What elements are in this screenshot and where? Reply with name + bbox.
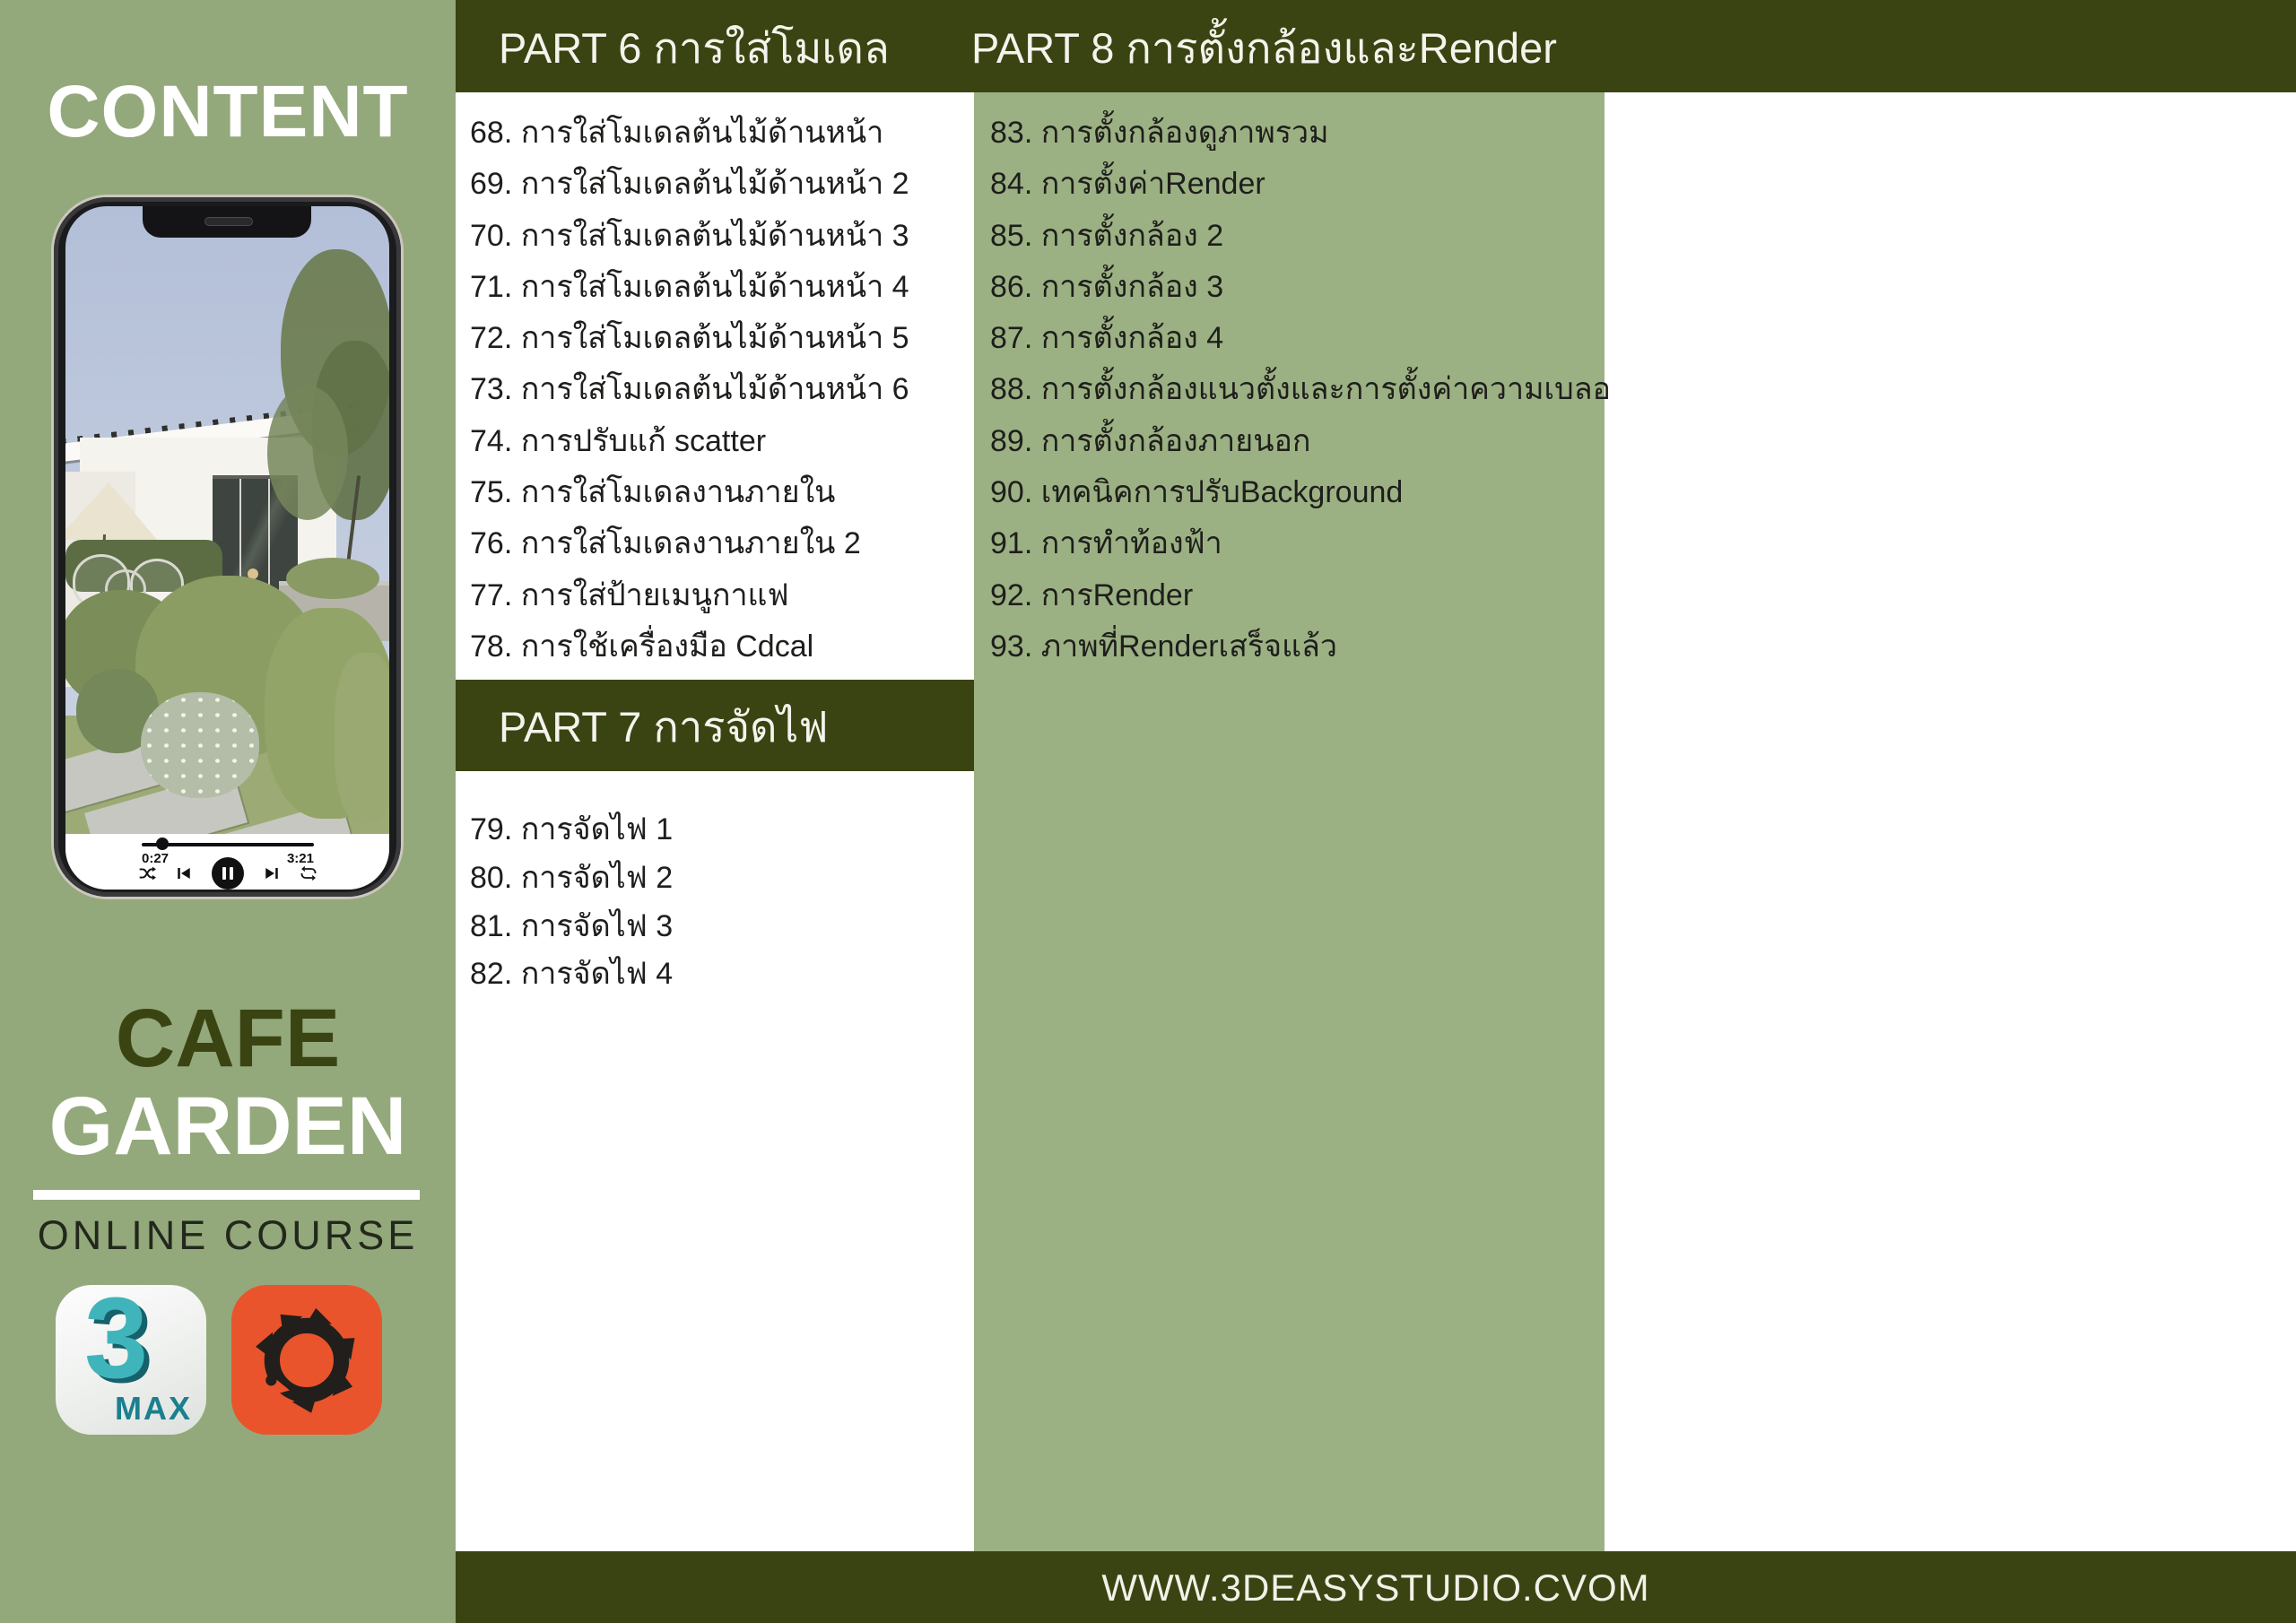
list-item: 84. การตั้งค่าRender: [990, 167, 1265, 202]
list-item: 90. เทคนิคการปรับBackground: [990, 475, 1404, 510]
3ds-max-label: MAX: [115, 1390, 192, 1427]
phone-mockup: [54, 197, 401, 897]
phone-speaker: [204, 217, 253, 226]
3ds-max-icon: [56, 1285, 206, 1435]
list-item: 68. การใส่โมเดลต้นไม้ด้านหน้า: [470, 116, 884, 150]
list-item: 82. การจัดไฟ 4: [470, 957, 674, 992]
progress-handle[interactable]: [156, 838, 169, 850]
phone-screen: [65, 206, 389, 890]
shuffle-button[interactable]: [138, 864, 156, 882]
part7-title: PART 7 การจัดไฟ: [499, 703, 829, 751]
list-item: 92. การRender: [990, 577, 1194, 612]
list-item: 76. การใส่โมเดลงานภายใน 2: [470, 526, 861, 561]
corona-flame-logo: [252, 1306, 361, 1415]
previous-button[interactable]: [175, 864, 193, 882]
website-url: WWW.3DEASYSTUDIO.CVOM: [1101, 1567, 1650, 1609]
tree-foliage: [267, 386, 348, 520]
planter-bush: [286, 558, 379, 599]
part8-list: [990, 108, 1611, 673]
list-item: 85. การตั้งกล้อง 2: [990, 218, 1224, 253]
phone-notch: [143, 206, 311, 238]
list-item: 75. การใส่โมเดลงานภายใน: [470, 475, 836, 510]
course-name-cafe: CAFE: [115, 993, 341, 1084]
list-item: 89. การตั้งกล้องภายนอก: [990, 423, 1311, 458]
list-item: 78. การใช้เครื่องมือ Cdcal: [470, 629, 814, 664]
list-item: 83. การตั้งกล้องดูภาพรวม: [990, 116, 1329, 150]
course-type-label: ONLINE COURSE: [37, 1212, 419, 1258]
course-name-garden: GARDEN: [48, 1081, 407, 1172]
list-item: 93. ภาพที่Renderเสร็จแล้ว: [990, 629, 1337, 664]
list-item: 72. การใส่โมเดลต้นไม้ด้านหน้า 5: [470, 321, 909, 356]
repeat-button[interactable]: [300, 864, 317, 882]
list-item: 74. การปรับแก้ scatter: [470, 423, 767, 458]
bush: [335, 653, 389, 823]
list-item: 86. การตั้งกล้อง 3: [990, 269, 1224, 304]
divider-line: [33, 1190, 420, 1200]
list-item: 87. การตั้งกล้อง 4: [990, 321, 1224, 356]
silver-bush: [141, 692, 259, 798]
part8-title: PART 8 การตั้งกล้องและRender: [971, 24, 1557, 72]
next-button[interactable]: [263, 864, 281, 882]
page-title: CONTENT: [47, 71, 409, 152]
media-player-bar: [65, 834, 389, 890]
corona-renderer-icon: [231, 1285, 382, 1435]
list-item: 69. การใส่โมเดลต้นไม้ด้านหน้า 2: [470, 167, 909, 202]
list-item: 70. การใส่โมเดลต้นไม้ด้านหน้า 3: [470, 218, 909, 253]
part6-title: PART 6 การใส่โมเดล: [499, 24, 890, 72]
software-icons-row: [56, 1285, 400, 1435]
list-item: 73. การใส่โมเดลต้นไม้ด้านหน้า 6: [470, 372, 909, 407]
elapsed-time: 0:27: [142, 851, 170, 866]
player-controls: [65, 857, 389, 890]
pause-button[interactable]: [212, 857, 244, 890]
list-item: 79. การจัดไฟ 1: [470, 812, 674, 846]
list-item: 91. การทำท้องฟ้า: [990, 526, 1222, 561]
list-item: 77. การใส่ป้ายเมนูกาแฟ: [470, 577, 789, 612]
part7-list: [470, 806, 673, 999]
list-item: 88. การตั้งกล้องแนวตั้งและการตั้งค่าความเบลอ: [990, 372, 1611, 407]
list-item: 81. การจัดไฟ 3: [470, 908, 674, 943]
total-time: 3:21: [286, 851, 314, 866]
part6-list: [470, 108, 909, 673]
3ds-max-logo-3: 3: [84, 1285, 149, 1402]
list-item: 71. การใส่โมเดลต้นไม้ด้านหน้า 4: [470, 269, 909, 304]
list-item: 80. การจัดไฟ 2: [470, 860, 674, 895]
